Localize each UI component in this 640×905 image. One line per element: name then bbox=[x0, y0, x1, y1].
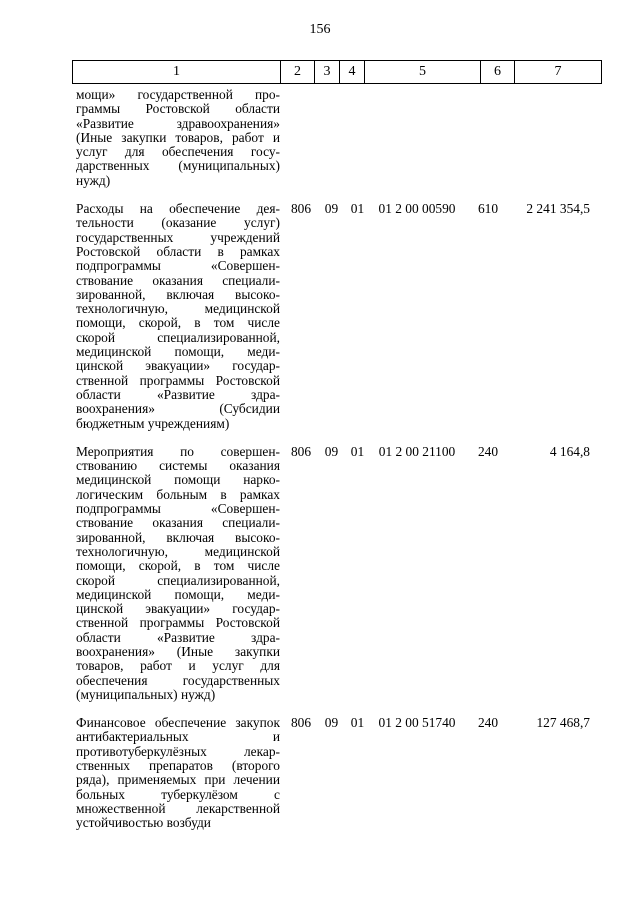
row-ministry-code: 806 bbox=[290, 715, 312, 731]
row-subsection-code: 01 bbox=[350, 201, 365, 217]
row-ministry-code: 806 bbox=[290, 201, 312, 217]
row-target-code: 01 2 00 21100 bbox=[378, 443, 456, 459]
row-section-code: 09 bbox=[324, 201, 339, 217]
row-target-code: 01 2 00 51740 bbox=[378, 715, 456, 731]
budget-rows bbox=[72, 88, 596, 845]
column-header-3: 3 bbox=[315, 61, 340, 84]
column-header-row bbox=[73, 61, 602, 84]
page-number: 156 bbox=[309, 22, 331, 37]
row-subsection-code: 01 bbox=[350, 443, 365, 459]
table-row bbox=[72, 445, 596, 702]
row-sum: 2 241 354,5 bbox=[526, 201, 590, 217]
column-header-2: 2 bbox=[281, 61, 315, 84]
row-subsection-code: 01 bbox=[350, 715, 365, 731]
table-row bbox=[72, 716, 596, 830]
row-description: Мероприятия по совершенствованию системы оказания медицинской помощи наркологическим больным в рамках подпрограммы «Совершенствование оказания специализированной, включая высокотехнологичную, медицинской помощи, скорой, в том числе скорой специализированной, медицинской помощи, медицинской эвакуации» государственной программы Ростовской области «Развитие здравоохранения» (Иные закупки товаров, работ и услуг для обеспечения государственных (муниципальных) нужд) bbox=[76, 443, 280, 702]
row-sum: 127 468,7 bbox=[536, 715, 590, 731]
column-header-4: 4 bbox=[340, 61, 365, 84]
column-header-6: 6 bbox=[481, 61, 515, 84]
row-description: Финансовое обеспечение закупок антибактериальных и противотуберкулёзных лекарственных препаратов (второго ряда), применяемых при лечении больных туберкулёзом с множественной лекарственной устойчивостью возбуди bbox=[76, 715, 280, 831]
row-section-code: 09 bbox=[324, 715, 339, 731]
table-row bbox=[72, 88, 596, 188]
row-description: мощи» государственной программы Ростовской области «Развитие здравоохранения» (Иные закупки товаров, работ и услуг для обеспечения государственных (муниципальных) нужд) bbox=[76, 87, 280, 188]
table-row bbox=[72, 202, 596, 431]
column-header-5: 5 bbox=[365, 61, 481, 84]
row-expense-type: 610 bbox=[477, 201, 499, 217]
row-expense-type: 240 bbox=[477, 443, 499, 459]
column-header-table bbox=[72, 60, 602, 84]
row-ministry-code: 806 bbox=[290, 443, 312, 459]
row-sum: 4 164,8 bbox=[549, 443, 590, 459]
column-header-7: 7 bbox=[515, 61, 602, 84]
column-header-1: 1 bbox=[73, 61, 281, 84]
row-description: Расходы на обеспечение деятельности (оказание услуг) государственных учреждений Ростовской области в рамках подпрограммы «Совершенствование оказания специализированной, включая высокотехнологичную, медицинской помощи, скорой, в том числе скорой специализированной, медицинской помощи, медицинской эвакуации» государственной программы Ростовской области «Развитие здравоохранения» (Субсидии бюджетным учреждениям) bbox=[76, 201, 280, 431]
row-section-code: 09 bbox=[324, 443, 339, 459]
row-expense-type: 240 bbox=[477, 715, 499, 731]
row-target-code: 01 2 00 00590 bbox=[378, 201, 456, 217]
